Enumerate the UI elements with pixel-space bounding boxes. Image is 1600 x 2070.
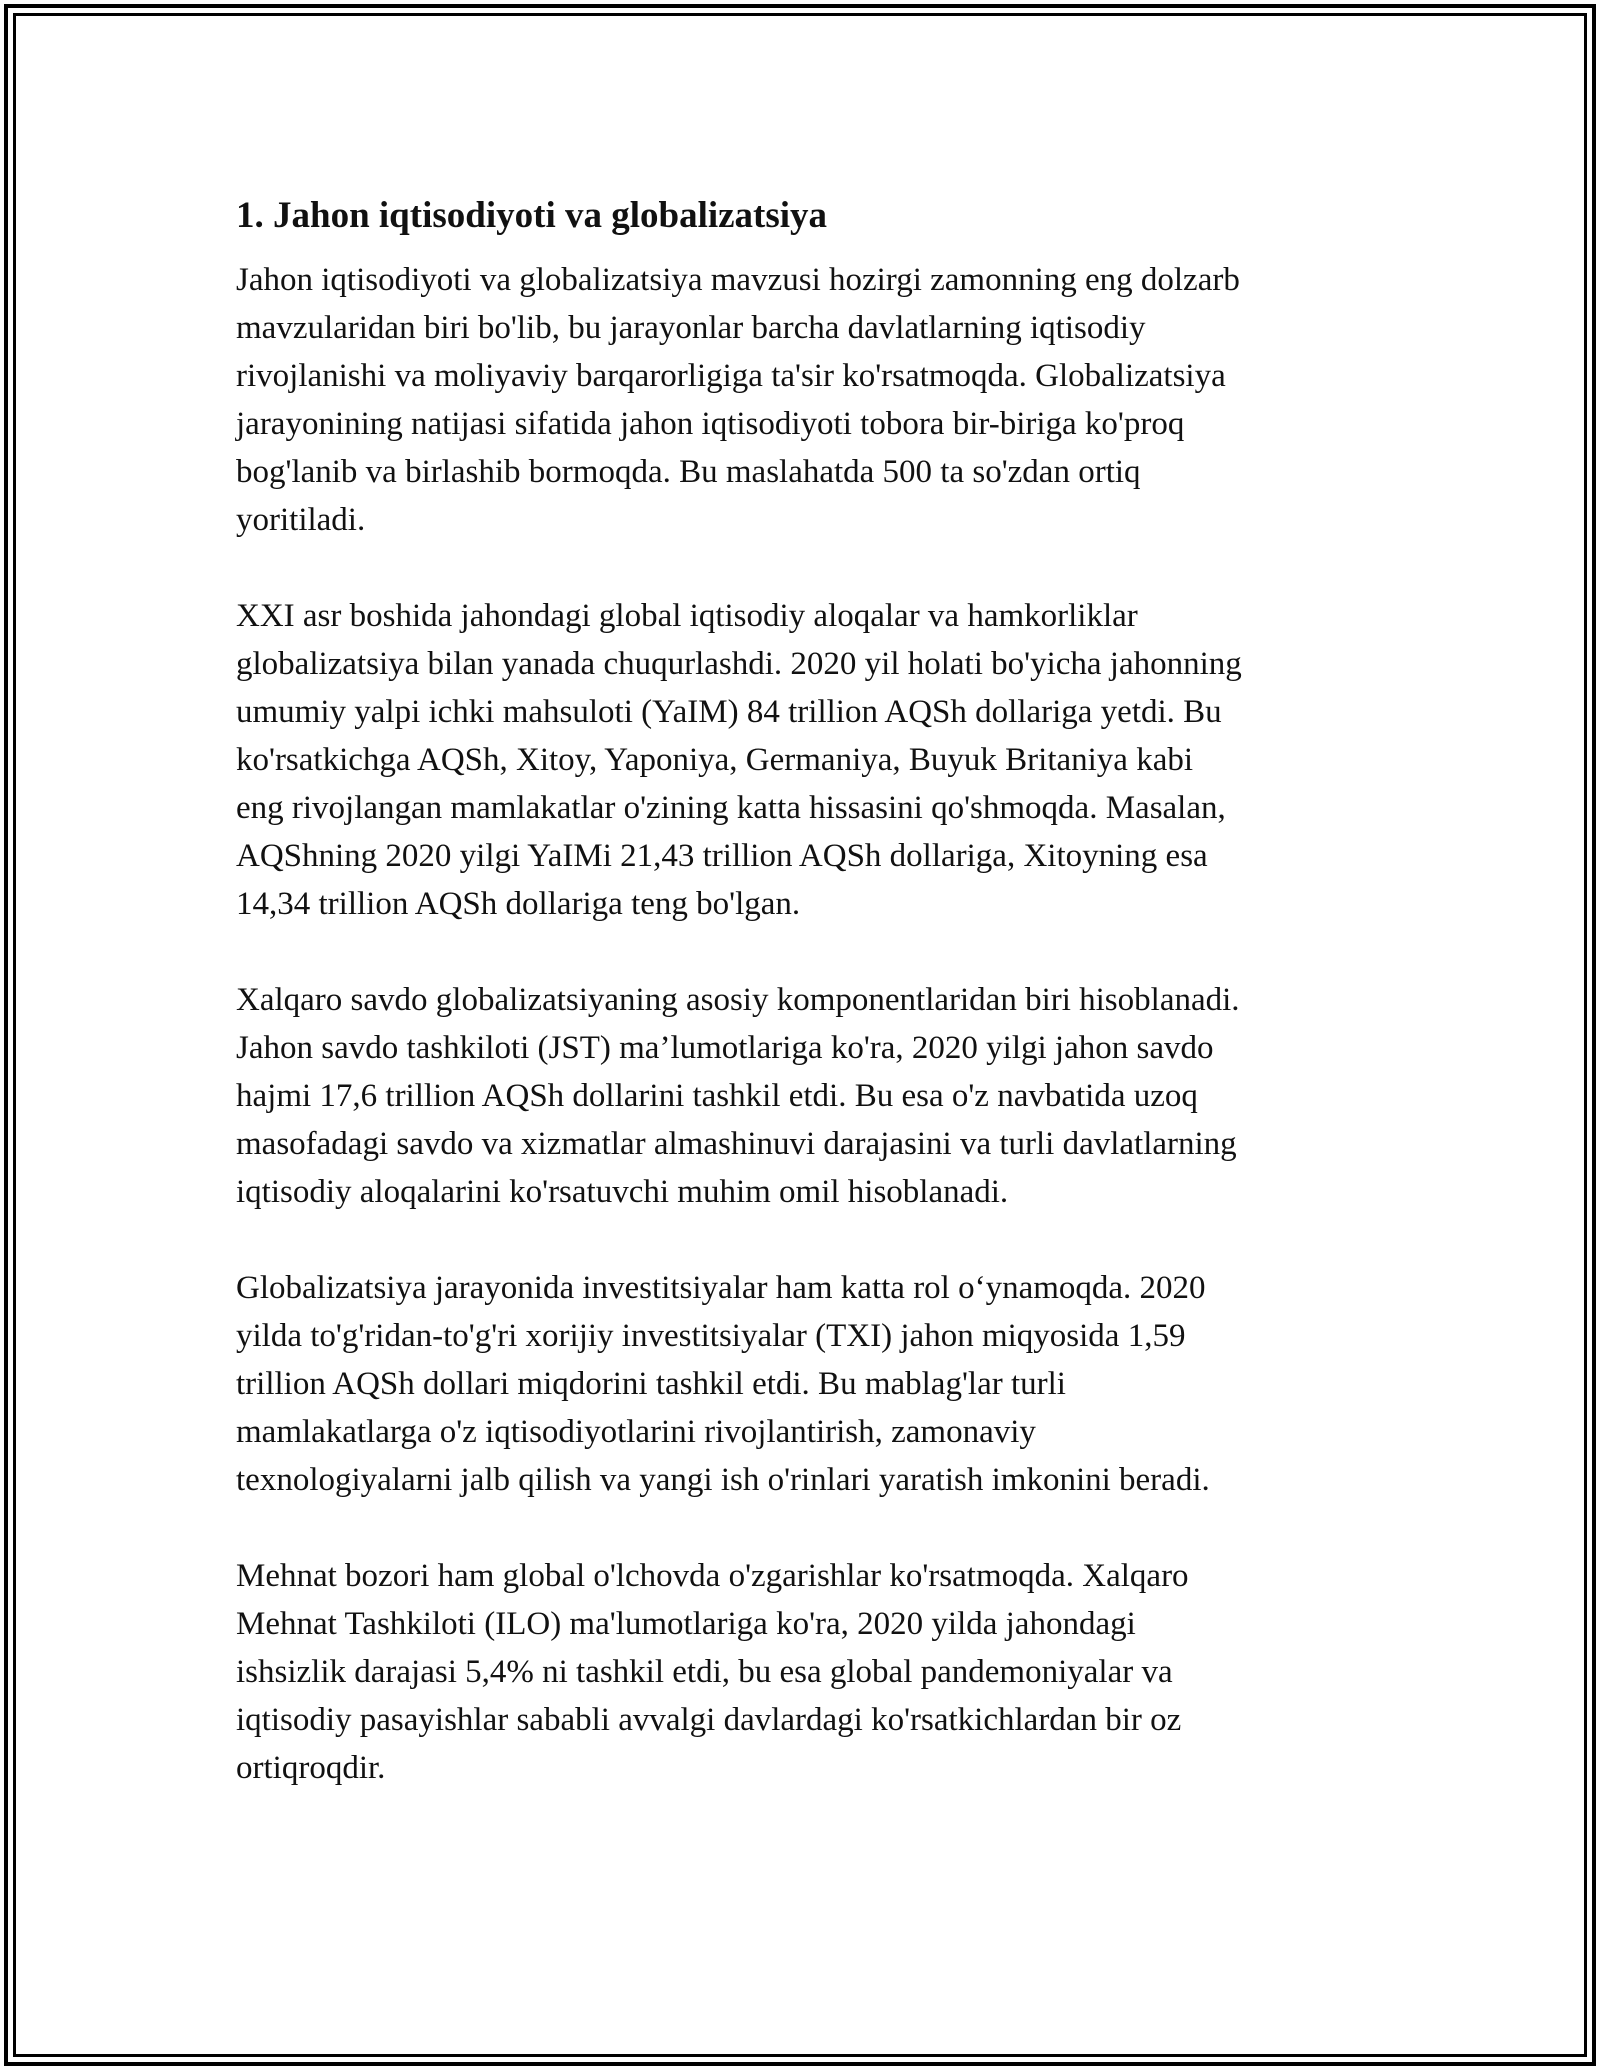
paragraph-gdp: XXI asr boshida jahondagi global iqtisodiy aloqalar va hamkorliklar globalizatsiya bilan yanada chuqurlashdi. 2020 yil holati bo'yicha jahonning umumiy yalpi ichki mahsuloti (YaIM) 84 trillion AQSh dollariga yetdi. Bu ko'rsatkichga AQSh, Xitoy, Yaponiya, Germaniya, Buyuk Britaniya kabi eng rivojlangan mamlakatlar o'zining katta hissasini qo'shmoqda. Masalan, AQShning 2020 yilgi YaIMi 21,43 trillion AQSh dollariga, Xitoyning esa 14,34 trillion AQSh dollariga teng bo'lgan. [236,598,1242,922]
paragraph-investment: Globalizatsiya jarayonida investitsiyalar ham katta rol o‘ynamoqda. 2020 yilda to'g'ridan-to'g'ri xorijiy investitsiyalar (TXI) jahon miqyosida 1,59 trillion AQSh dollari miqdorini tashkil etdi. Bu mablag'lar turli mamlakatlarga o'z iqtisodiyotlarini rivojlantirish, zamonaviy texnologiyalarni jalb qilish va yangi ish o'rinlari yaratish imkonini beradi. [236,1270,1210,1498]
document-body [236,192,1366,1792]
paragraph-trade: Xalqaro savdo globalizatsiyaning asosiy komponentlaridan biri hisoblanadi. Jahon savdo tashkiloti (JST) ma’lumotlariga ko'ra, 2020 yilgi jahon savdo hajmi 17,6 trillion AQSh dollarini tashkil etdi. Bu esa o'z navbatida uzoq masofadagi savdo va xizmatlar almashinuvi darajasini va turli davlatlarning iqtisodiy aloqalarini ko'rsatuvchi muhim omil hisoblanadi. [236,982,1240,1210]
paragraph-intro: Jahon iqtisodiyoti va globalizatsiya mavzusi hozirgi zamonning eng dolzarb mavzularidan biri bo'lib, bu jarayonlar barcha davlatlarning iqtisodiy rivojlanishi va moliyaviy barqarorligiga ta'sir ko'rsatmoqda. Globalizatsiya jarayonining natijasi sifatida jahon iqtisodiyoti tobora bir-biriga ko'proq bog'lanib va birlashib bormoqda. Bu maslahatda 500 ta so'zdan ortiq yoritiladi. [236,262,1240,538]
section-heading: 1. Jahon iqtisodiyoti va globalizatsiya [236,195,828,236]
paragraph-labor: Mehnat bozori ham global o'lchovda o'zgarishlar ko'rsatmoqda. Xalqaro Mehnat Tashkiloti (ILO) ma'lumotlariga ko'ra, 2020 yilda jahondagi ishsizlik darajasi 5,4% ni tashkil etdi, bu esa global pandemoniyalar va iqtisodiy pasayishlar sababli avvalgi davlardagi ko'rsatkichlardan bir oz ortiqroqdir. [236,1558,1189,1786]
